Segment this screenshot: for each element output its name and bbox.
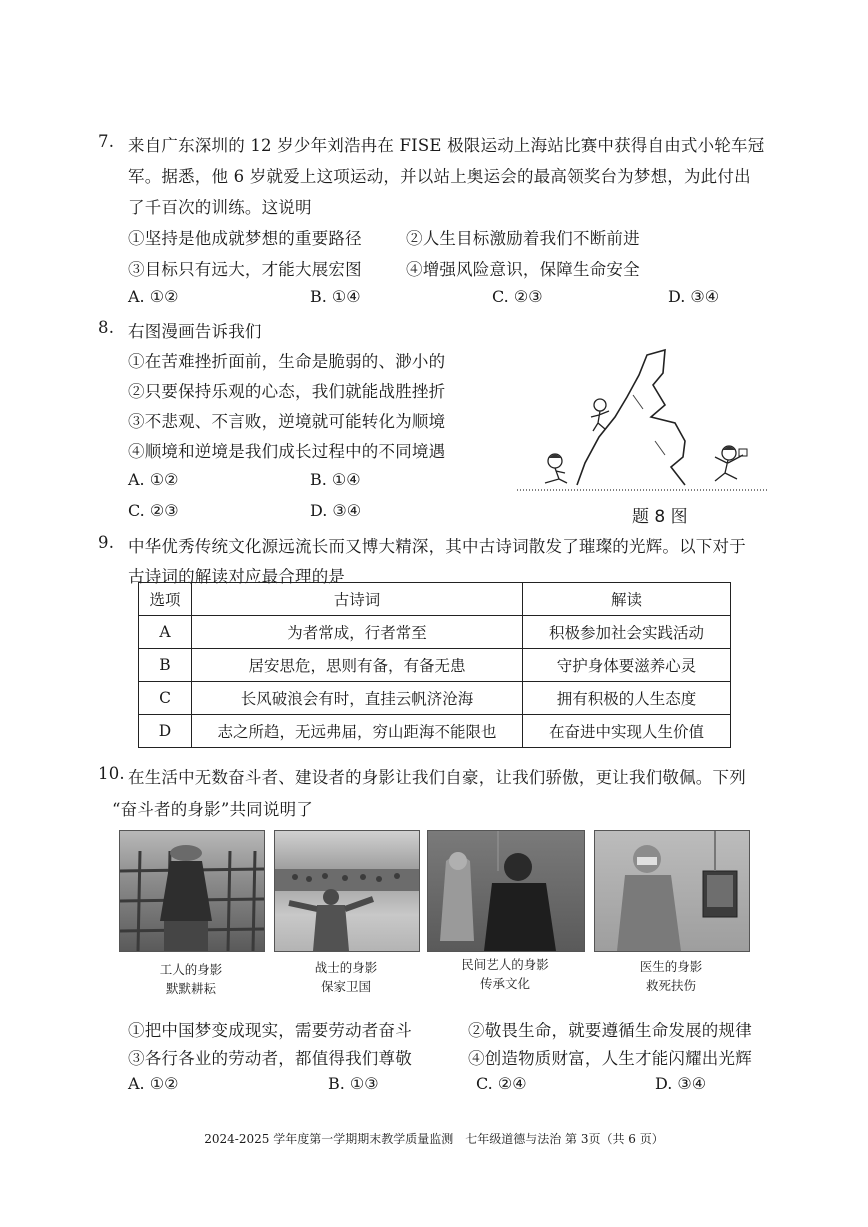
q10-option-d: D. ③④: [655, 1074, 707, 1093]
q10-statement-4: ④创造物质财富，人生才能闪耀出光辉: [468, 1049, 752, 1068]
q9-table: [138, 582, 731, 748]
table-cell: 长风破浪会有时，直挂云帆济沧海: [192, 682, 523, 715]
folk-artist-caption-subtitle: 传承文化: [479, 976, 530, 991]
soldier-photo: [274, 830, 420, 952]
doctor-caption: [594, 957, 748, 995]
q10-statement-1: ①把中国梦变成现实，需要劳动者奋斗: [128, 1021, 412, 1040]
table-row: [139, 682, 731, 715]
table-cell: 居安思危，思则有备，有备无患: [192, 649, 523, 682]
q7-statement-3: ③目标只有远大，才能大展宏图: [128, 260, 362, 279]
q7-statement-4: ④增强风险意识，保障生命安全: [406, 260, 640, 279]
table-header: 选项: [139, 583, 192, 616]
worker-caption-subtitle: 默默耕耘: [165, 981, 216, 996]
q8-statement-2: ②只要保持乐观的心态，我们就能战胜挫折: [128, 382, 446, 401]
q9-stem-line-2: 古诗词的解读对应最合理的是: [128, 567, 346, 586]
soldier-caption-title: 战士的身影: [314, 960, 378, 975]
table-row: [139, 715, 731, 748]
soldier-caption-subtitle: 保家卫国: [320, 979, 371, 994]
worker-photo: [119, 830, 265, 952]
q10-statement-2: ②敬畏生命，就要遵循生命发展的规律: [468, 1021, 752, 1040]
soldier-caption: [274, 958, 418, 996]
table-cell: 志之所趋，无远弗届，穷山距海不能限也: [192, 715, 523, 748]
q8-option-b: B. ①④: [310, 470, 361, 489]
doctor-photo: [594, 830, 750, 952]
table-row: [139, 616, 731, 649]
q8-option-d: D. ③④: [310, 501, 362, 520]
q8-statement-1: ①在苦难挫折面前，生命是脆弱的、渺小的: [128, 352, 446, 371]
table-header: 古诗词: [192, 583, 523, 616]
table-cell: 拥有积极的人生态度: [523, 682, 731, 715]
q7-statement-2: ②人生目标激励着我们不断前进: [406, 229, 640, 248]
doctor-caption-title: 医生的身影: [639, 959, 703, 974]
q7-statement-1: ①坚持是他成就梦想的重要路径: [128, 229, 362, 248]
q9-stem-line-1: 中华优秀传统文化源远流长而又博大精深，其中古诗词散发了璀璨的光辉。以下对于: [128, 537, 746, 556]
table-header-row: [139, 583, 731, 616]
q7-option-a: A. ①②: [128, 287, 179, 306]
q7-option-d: D. ③④: [668, 287, 720, 306]
q10-number: 10.: [98, 764, 125, 783]
table-cell: B: [139, 649, 192, 682]
q8-option-c: C. ②③: [128, 501, 179, 520]
q9-number: 9.: [98, 533, 115, 552]
q8-number: 8.: [98, 318, 115, 337]
q8-statement-4: ④顺境和逆境是我们成长过程中的不同境遇: [128, 442, 446, 461]
table-header: 解读: [523, 583, 731, 616]
table-cell: 积极参加社会实践活动: [523, 616, 731, 649]
worker-caption: [119, 960, 263, 998]
page-footer: 2024-2025 学年度第一学期期末教学质量监测 七年级道德与法治 第 3页（共 6 页）: [204, 1132, 664, 1146]
q7-number: 7.: [98, 132, 115, 151]
q10-stem-line-2: “奋斗者的身影”共同说明了: [112, 800, 313, 819]
table-row: [139, 649, 731, 682]
folk-artist-caption-title: 民间艺人的身影: [461, 957, 549, 972]
q10-statement-3: ③各行各业的劳动者，都值得我们尊敬: [128, 1049, 412, 1068]
q7-option-b: B. ①④: [310, 287, 361, 306]
worker-caption-title: 工人的身影: [159, 962, 223, 977]
q7-option-c: C. ②③: [492, 287, 543, 306]
table-cell: C: [139, 682, 192, 715]
q8-figure-caption: 题 8 图: [632, 507, 688, 527]
doctor-caption-subtitle: 救死扶伤: [645, 978, 696, 993]
table-cell: D: [139, 715, 192, 748]
table-cell: A: [139, 616, 192, 649]
q10-option-a: A. ①②: [128, 1074, 179, 1093]
q10-option-c: C. ②④: [476, 1074, 527, 1093]
folk-artist-photo: [427, 830, 585, 952]
table-cell: 为者常成，行者常至: [192, 616, 523, 649]
q10-option-b: B. ①③: [328, 1074, 379, 1093]
q8-statement-3: ③不悲观、不言败，逆境就可能转化为顺境: [128, 412, 446, 431]
q7-stem-line-3: 了千百次的训练。这说明: [128, 198, 312, 217]
q10-stem-line-1: 在生活中无数奋斗者、建设者的身影让我们自豪，让我们骄傲，更让我们敬佩。下列: [128, 768, 746, 787]
q8-option-a: A. ①②: [128, 470, 179, 489]
folk-artist-caption: [427, 955, 583, 993]
table-cell: 在奋进中实现人生价值: [523, 715, 731, 748]
cartoon-mountain-figure: [515, 345, 770, 500]
q7-stem-line-1: 来自广东深圳的 12 岁少年刘浩冉在 FISE 极限运动上海站比赛中获得自由式小轮车冠: [128, 136, 765, 155]
q7-stem-line-2: 军。据悉，他 6 岁就爱上这项运动，并以站上奥运会的最高领奖台为梦想，为此付出: [128, 167, 751, 186]
q8-stem: 右图漫画告诉我们: [128, 322, 262, 341]
table-cell: 守护身体要滋养心灵: [523, 649, 731, 682]
